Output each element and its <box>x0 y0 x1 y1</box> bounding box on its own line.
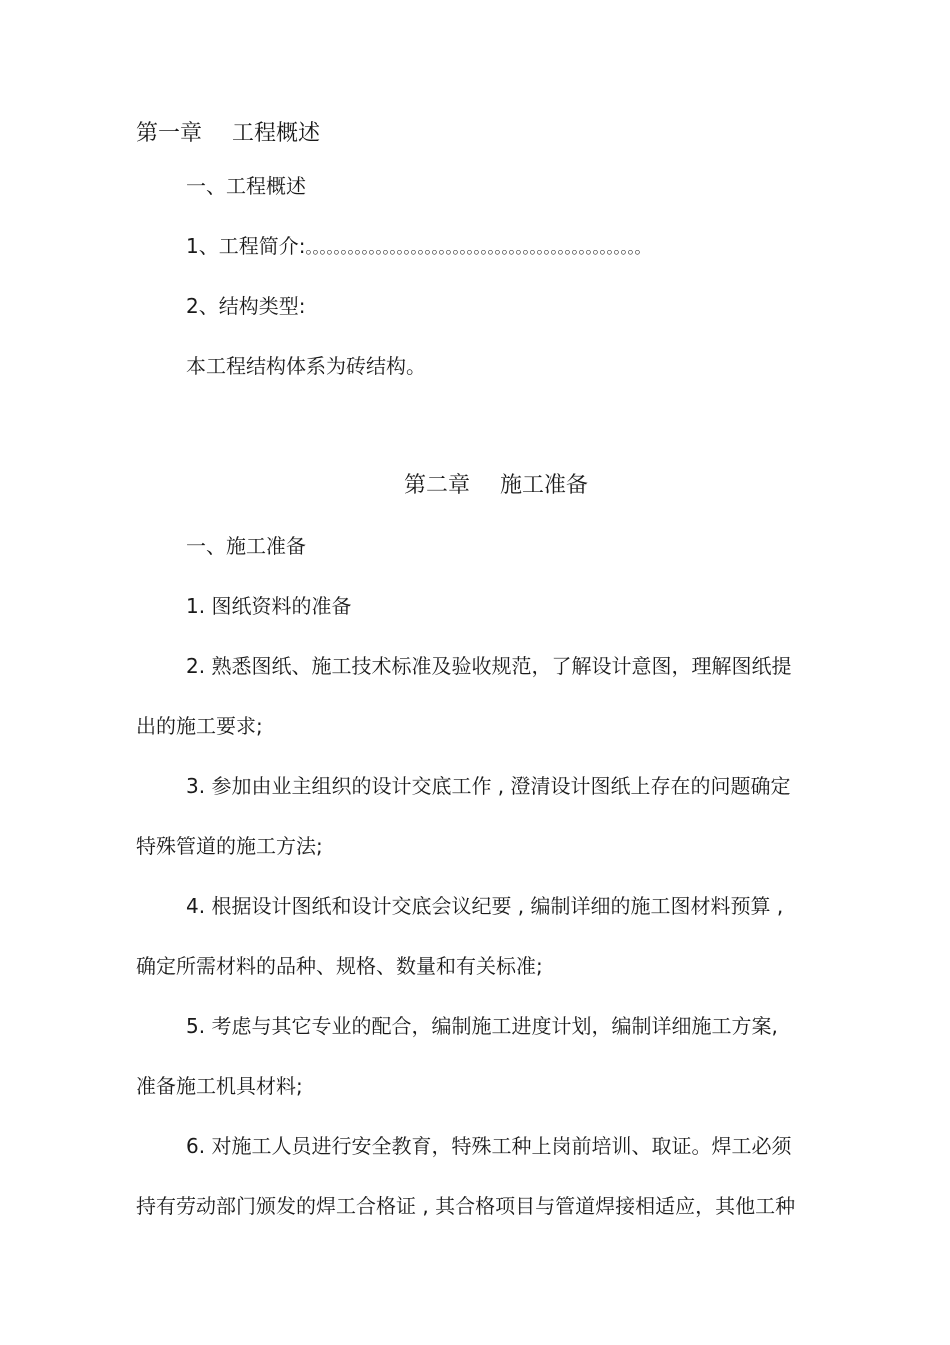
chapter1-heading <box>136 120 320 148</box>
structure-type-label: 2、结构类型: <box>186 294 306 318</box>
chapter2-title: 施工准备 <box>500 473 589 498</box>
paragraph-line: 1. 图纸资料的准备 <box>186 594 352 618</box>
structure-text: 本工程结构体系为砖结构。 <box>186 354 426 378</box>
project-intro-line <box>186 232 649 262</box>
paragraph-line: 准备施工机具材料; <box>136 1074 303 1098</box>
chapter1-label: 第一章 <box>136 121 203 146</box>
paragraph-line: 3. 参加由业主组织的设计交底工作 , 澄清设计图纸上存在的问题确定 <box>186 774 791 798</box>
section1-heading: 一、工程概述 <box>186 174 306 198</box>
paragraph-line: 确定所需材料的品种、规格、数量和有关标准; <box>136 954 543 978</box>
leader-dots: 。。。。。。。。。。。。。。。。。。。。。。。。。。。。。。。。。。。。。。。。。。。。。。。。 <box>305 238 650 257</box>
paragraph-line: 4. 根据设计图纸和设计交底会议纪要 , 编制详细的施工图材料预算 , <box>186 894 784 918</box>
paragraph-line: 特殊管道的施工方法; <box>136 834 323 858</box>
section2-heading: 一、施工准备 <box>186 534 306 558</box>
paragraph-line: 6. 对施工人员进行安全教育，特殊工种上岗前培训、取证。焊工必须 <box>186 1134 792 1158</box>
chapter2-heading <box>404 472 588 500</box>
chapter1-title: 工程概述 <box>232 121 321 146</box>
paragraph-line: 5. 考虑与其它专业的配合，编制施工进度计划，编制详细施工方案, <box>186 1014 778 1038</box>
paragraph-line: 2. 熟悉图纸、施工技术标准及验收规范，了解设计意图，理解图纸提 <box>186 654 792 678</box>
paragraph-line: 持有劳动部门颁发的焊工合格证 , 其合格项目与管道焊接相适应，其他工种 <box>136 1194 796 1218</box>
paragraph-line: 出的施工要求; <box>136 714 263 738</box>
chapter2-label: 第二章 <box>404 473 471 498</box>
project-intro-label: 1、工程简介: <box>186 234 306 258</box>
